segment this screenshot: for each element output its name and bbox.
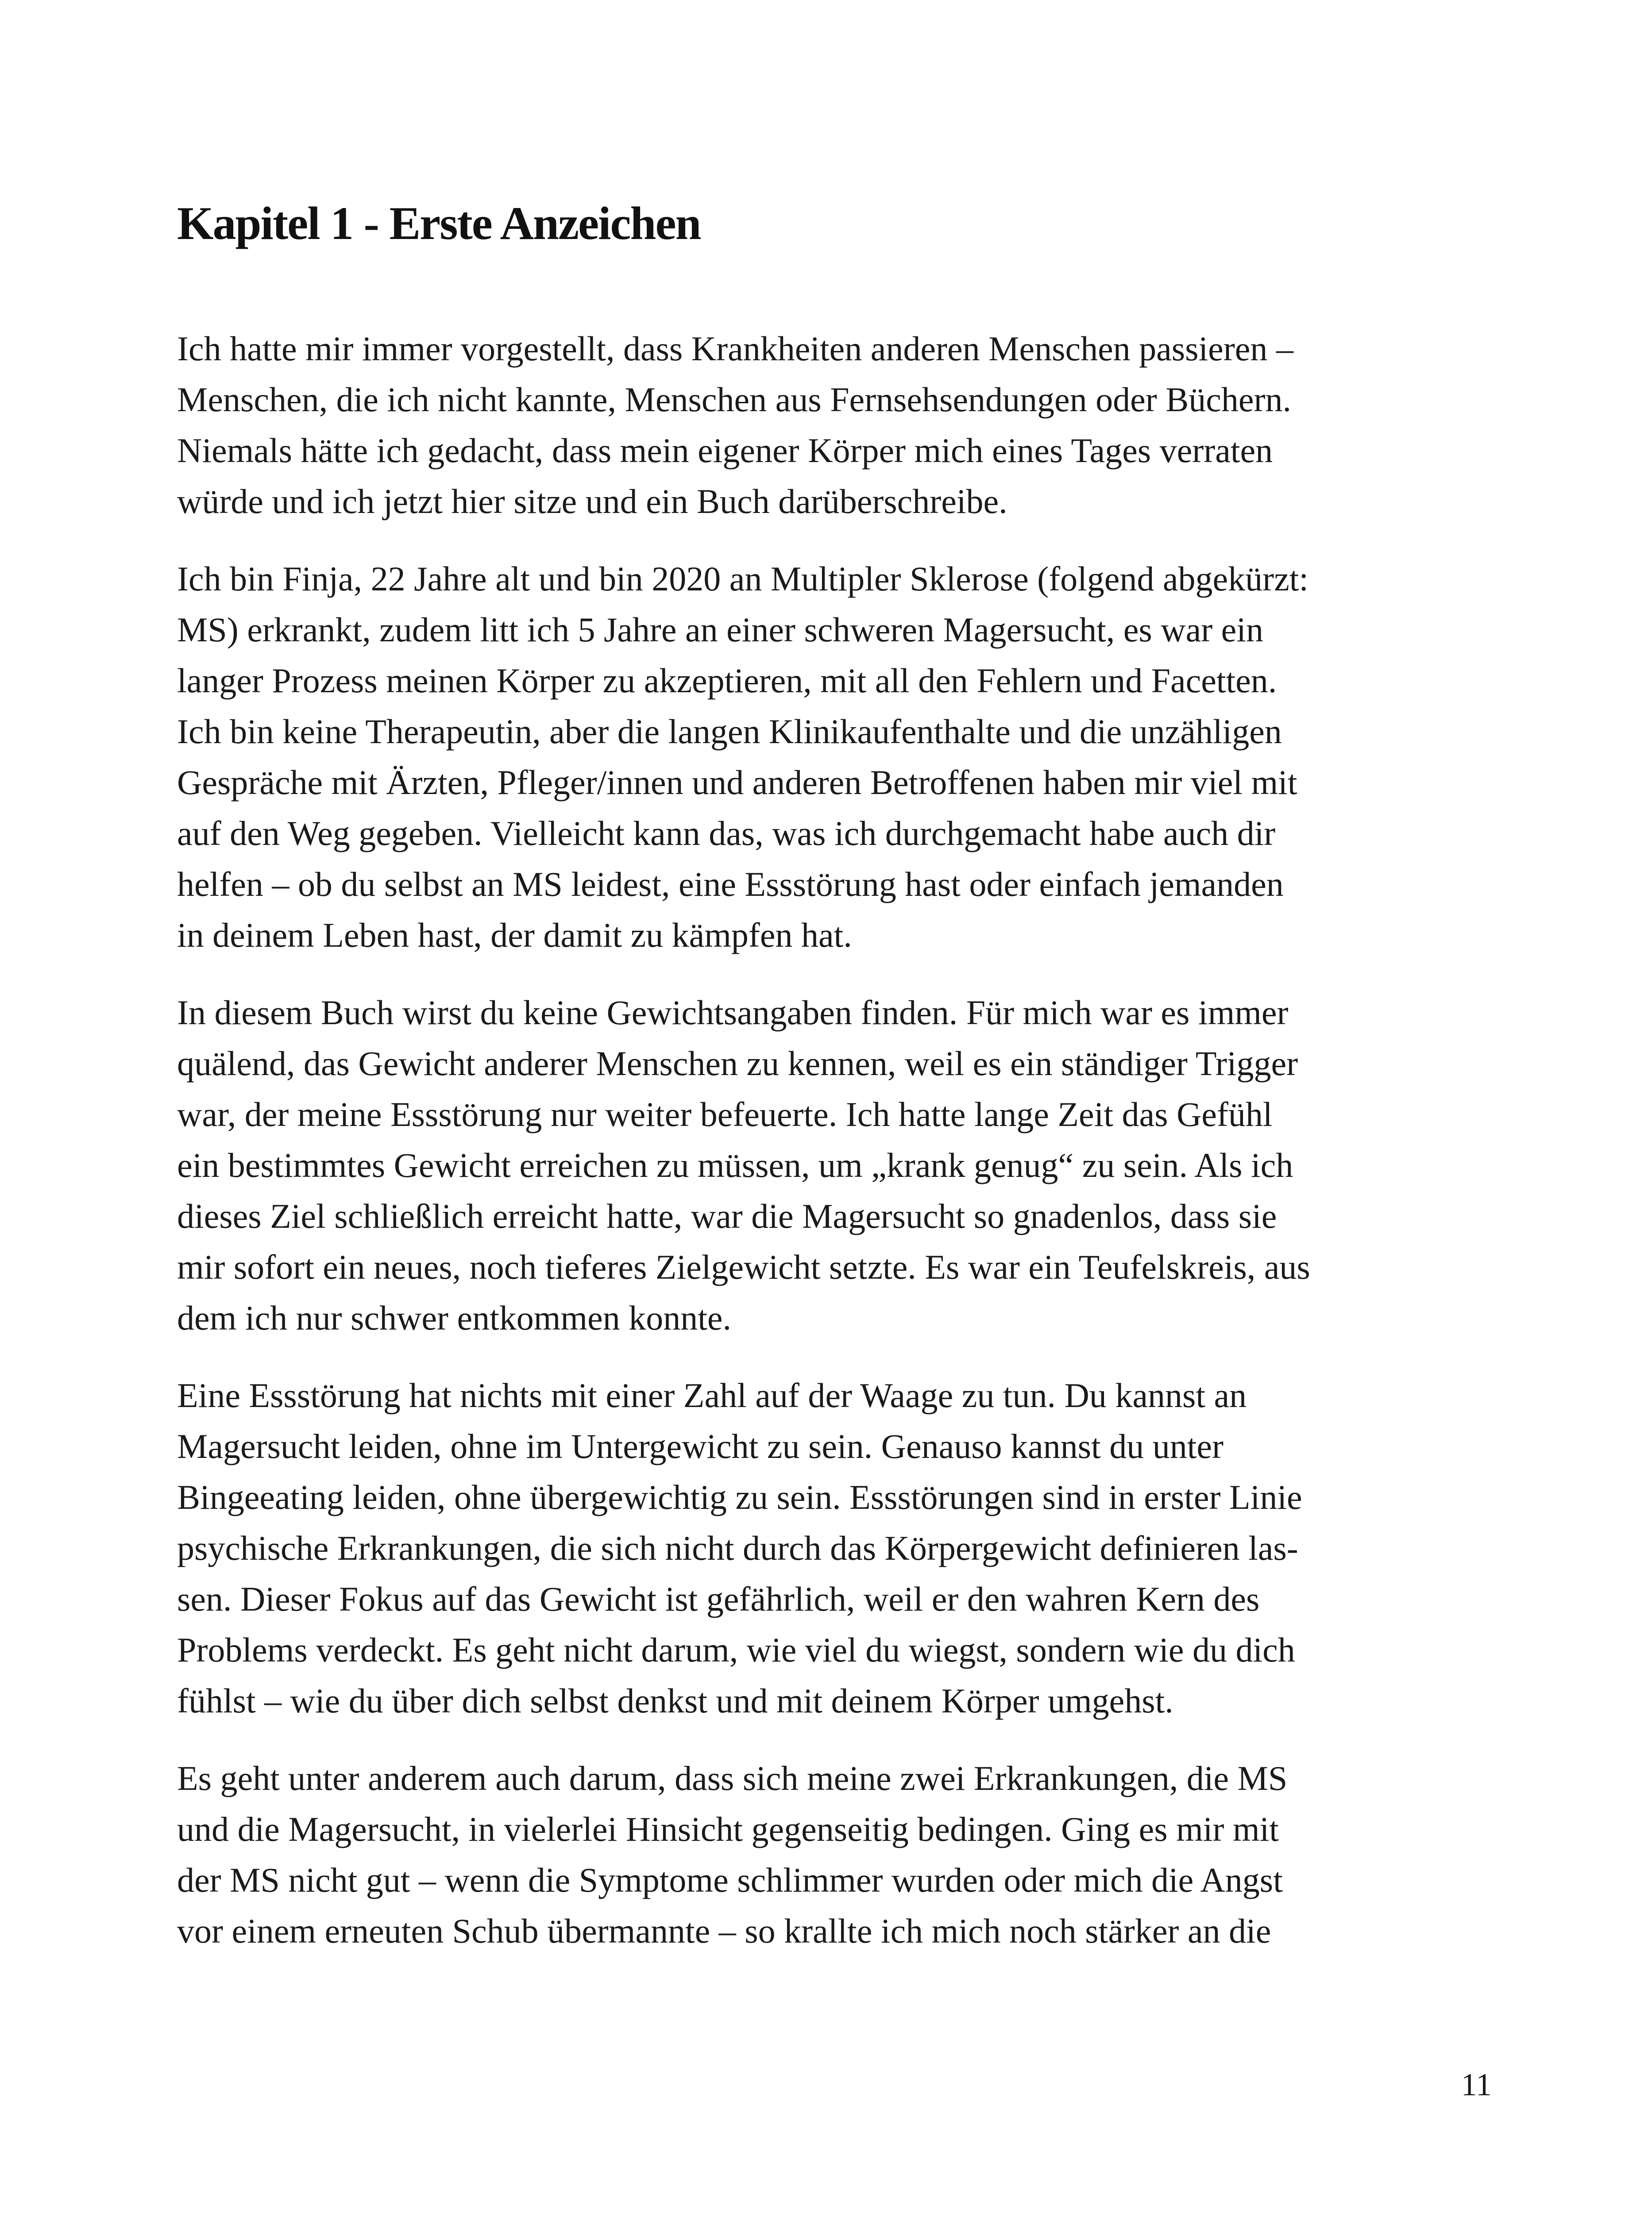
text-line: mir sofort ein neues, noch tieferes Zielgewicht setzte. Es war ein Teufelskreis, aus [177,1248,1310,1286]
text-line: langer Prozess meinen Körper zu akzeptieren, mit all den Fehlern und Facetten. [177,661,1277,700]
body-text [177,323,1487,1983]
text-line: Ich bin Finja, 22 Jahre alt und bin 2020 an Multipler Sklerose (folgend abgekürzt: [177,559,1309,598]
text-line: Ich bin keine Therapeutin, aber die langen Klinikaufenthalte und die unzähligen [177,712,1282,751]
text-line: Bingeeating leiden, ohne übergewichtig zu sein. Essstörungen sind in erster Linie [177,1478,1302,1516]
text-line: In diesem Buch wirst du keine Gewichtsangaben finden. Für mich war es immer [177,993,1289,1032]
text-line: sen. Dieser Fokus auf das Gewicht ist gefährlich, weil er den wahren Kern des [177,1580,1260,1618]
text-line: Problems verdeckt. Es geht nicht darum, wie viel du wiegst, sondern wie du dich [177,1631,1295,1669]
text-line: helfen – ob du selbst an MS leidest, eine Essstörung hast oder einfach jemanden [177,865,1284,903]
text-line: dem ich nur schwer entkommen konnte. [177,1299,731,1337]
paragraph [177,1370,1487,1726]
paragraph [177,553,1487,960]
text-line: würde und ich jetzt hier sitze und ein Buch darüberschreibe. [177,482,1007,520]
text-line: Ich hatte mir immer vorgestellt, dass Krankheiten anderen Menschen passieren – [177,329,1293,368]
text-line: Menschen, die ich nicht kannte, Menschen aus Fernsehsendungen oder Büchern. [177,380,1291,419]
text-line: Es geht unter anderem auch darum, dass sich meine zwei Erkrankungen, die MS [177,1759,1288,1797]
text-line: vor einem erneuten Schub übermannte – so krallte ich mich noch stärker an die [177,1912,1271,1950]
text-line: in deinem Leben hast, der damit zu kämpfen hat. [177,916,852,954]
text-line: MS) erkrankt, zudem litt ich 5 Jahre an einer schweren Magersucht, es war ein [177,610,1263,649]
chapter-title: Kapitel 1 - Erste Anzeichen [177,197,701,249]
paragraph [177,323,1487,527]
text-line: Niemals hätte ich gedacht, dass mein eigener Körper mich eines Tages verraten [177,431,1273,470]
text-line: ein bestimmtes Gewicht erreichen zu müssen, um „krank genug“ zu sein. Als ich [177,1146,1293,1184]
text-line: fühlst – wie du über dich selbst denkst und mit deinem Körper umgehst. [177,1681,1173,1720]
text-line: Gespräche mit Ärzten, Pfleger/innen und anderen Betroffenen haben mir viel mit [177,763,1297,802]
text-line: war, der meine Essstörung nur weiter befeuerte. Ich hatte lange Zeit das Gefühl [177,1095,1273,1133]
paragraph [177,987,1487,1343]
paragraph [177,1753,1487,1956]
text-line: dieses Ziel schließlich erreicht hatte, war die Magersucht so gnadenlos, dass sie [177,1197,1277,1235]
text-line: psychische Erkrankungen, die sich nicht durch das Körpergewicht definieren las- [177,1529,1298,1567]
text-line: der MS nicht gut – wenn die Symptome schlimmer wurden oder mich die Angst [177,1861,1283,1899]
text-line: Magersucht leiden, ohne im Untergewicht zu sein. Genauso kannst du unter [177,1427,1224,1465]
page-number: 11 [1461,2067,1492,2102]
text-line: auf den Weg gegeben. Vielleicht kann das, was ich durchgemacht habe auch dir [177,814,1276,852]
text-line: und die Magersucht, in vielerlei Hinsicht gegenseitig bedingen. Ging es mir mit [177,1810,1279,1848]
text-line: Eine Essstörung hat nichts mit einer Zahl auf der Waage zu tun. Du kannst an [177,1376,1247,1415]
text-line: quälend, das Gewicht anderer Menschen zu kennen, weil es ein ständiger Trigger [177,1044,1298,1083]
